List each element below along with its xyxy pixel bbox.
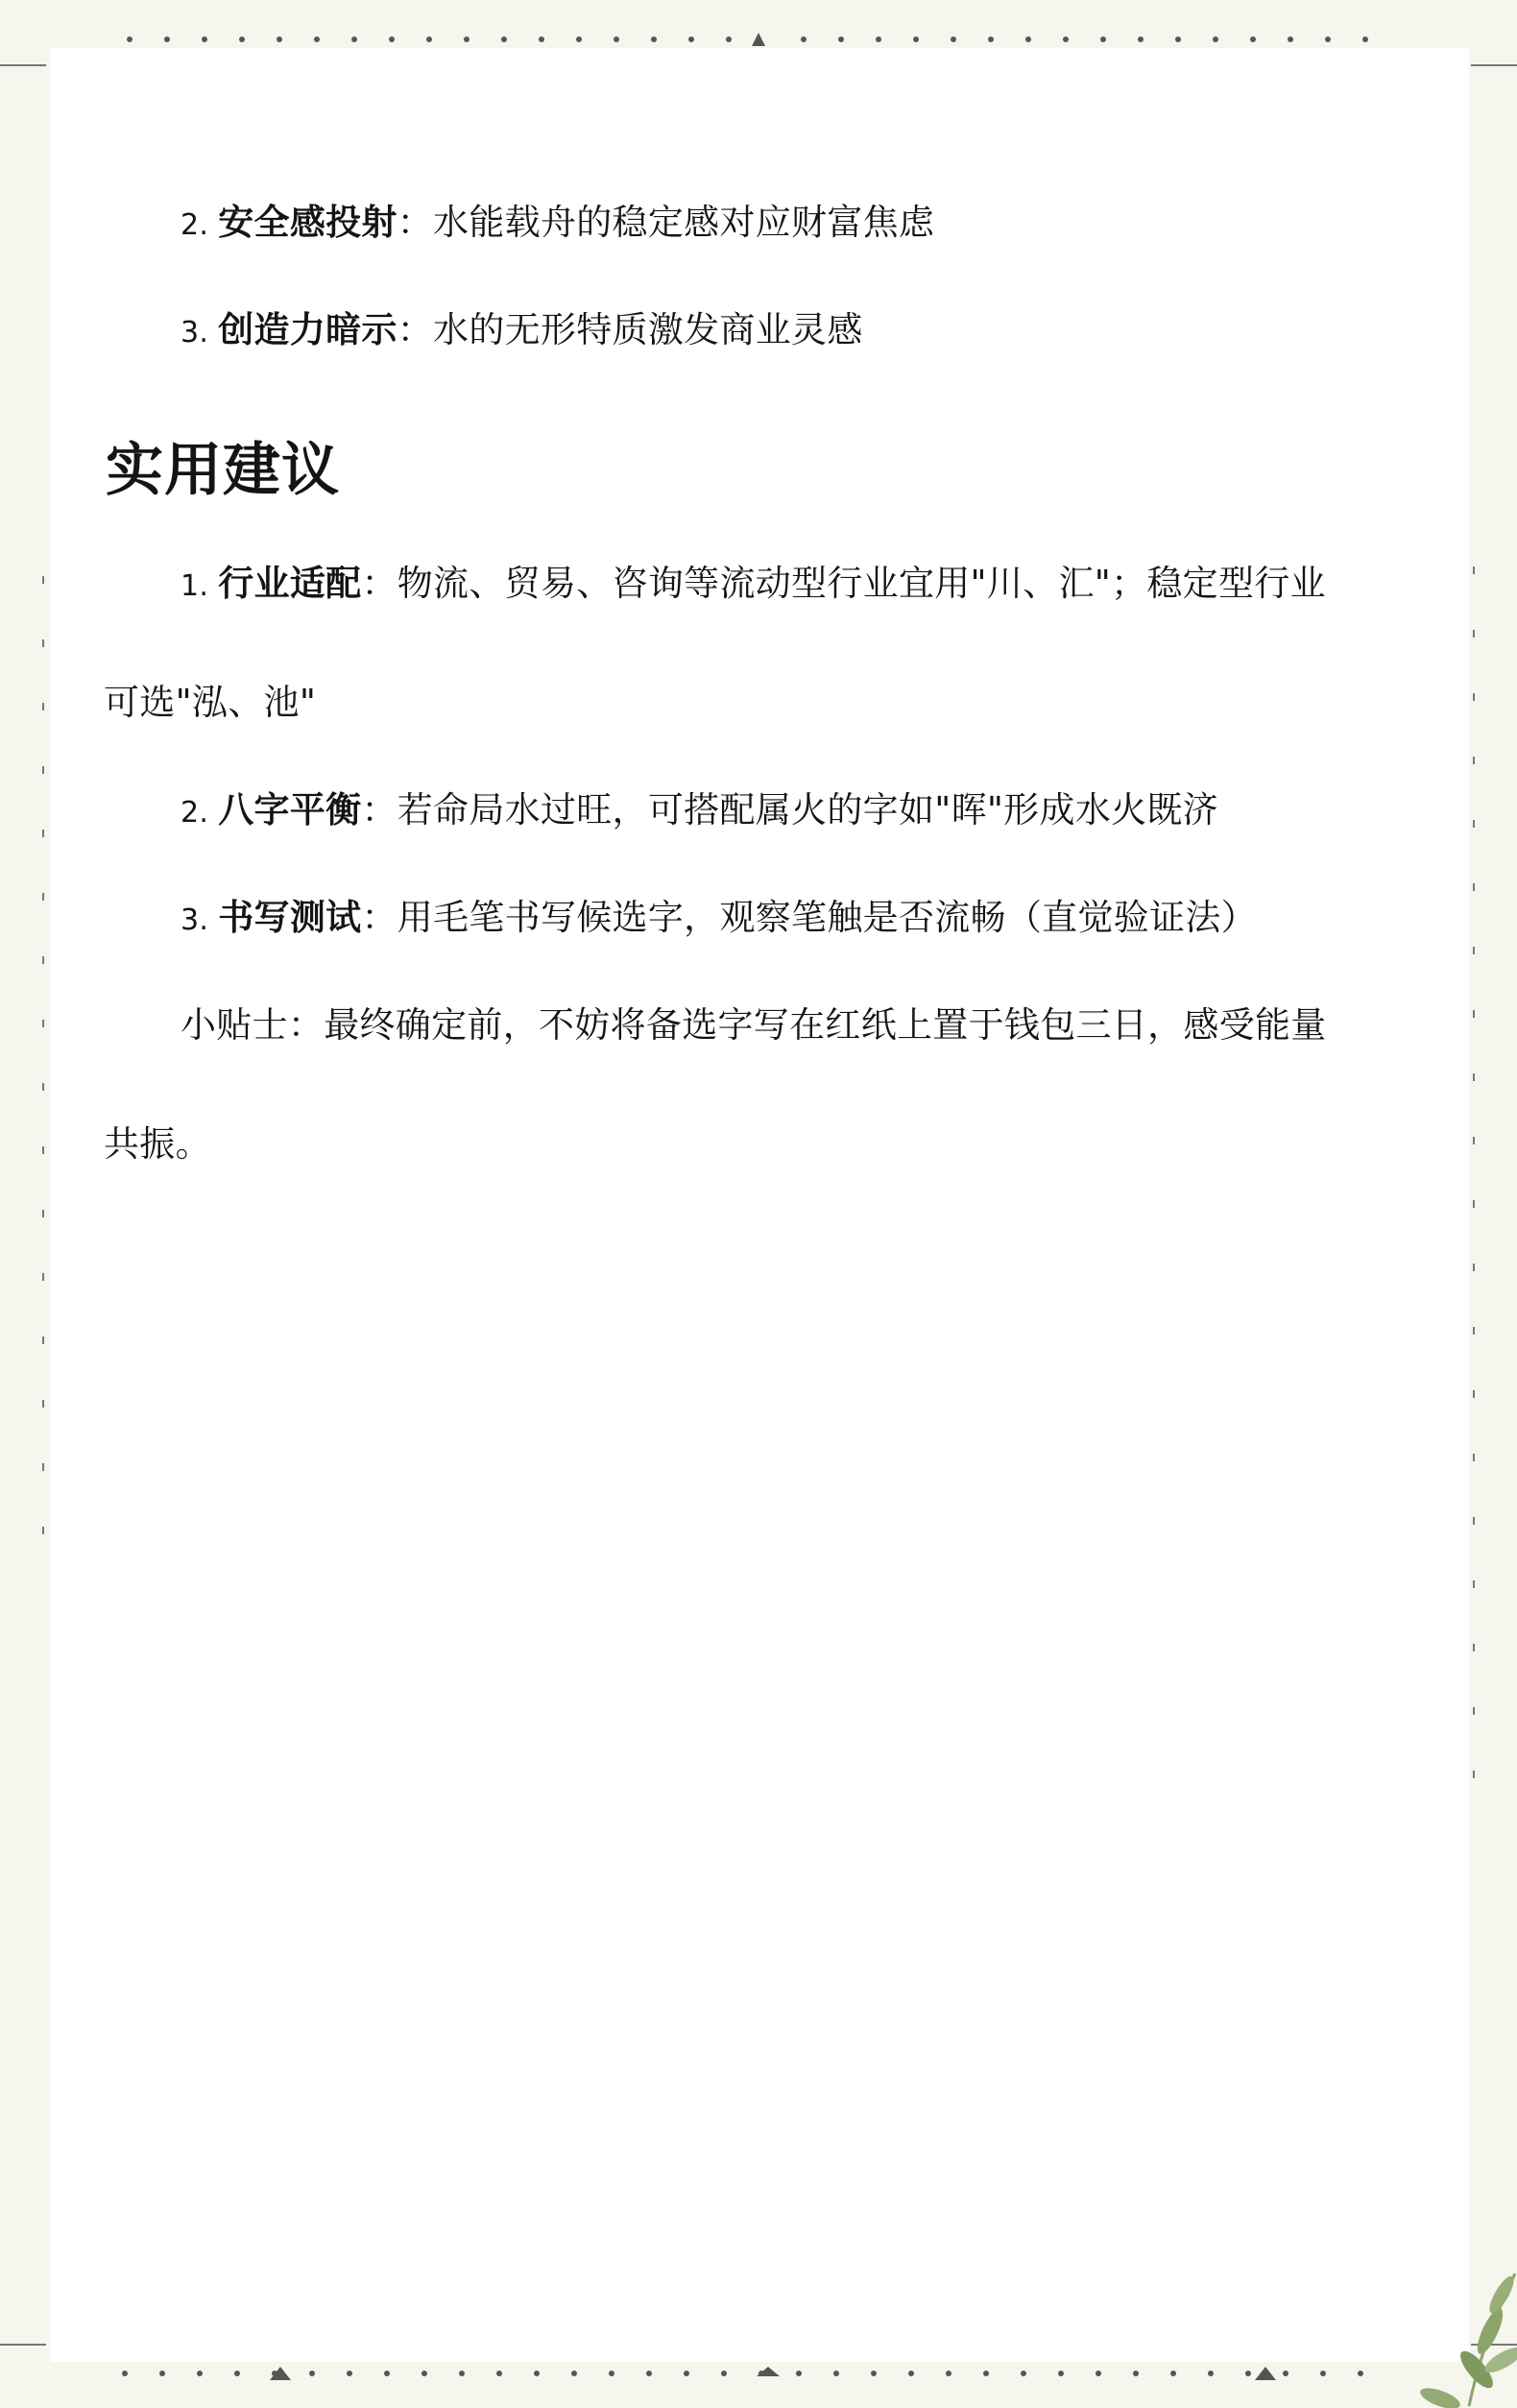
list-item	[181, 782, 1218, 842]
border-tick	[1473, 757, 1475, 764]
border-tick	[1473, 1390, 1475, 1398]
border-dot	[122, 2371, 128, 2376]
border-dot	[571, 2371, 577, 2376]
border-dot	[1208, 2371, 1214, 2376]
border-dot	[277, 36, 282, 42]
border-dot	[1288, 36, 1293, 42]
border-dot	[576, 36, 582, 42]
border-dot	[202, 36, 207, 42]
border-tick	[42, 1083, 44, 1091]
border-tick	[1473, 1580, 1475, 1588]
border-dot	[951, 36, 956, 42]
border-dot	[534, 2371, 540, 2376]
border-dot	[127, 36, 132, 42]
border-dot	[688, 36, 694, 42]
border-dot	[1025, 36, 1031, 42]
border-dot	[1133, 2371, 1139, 2376]
list-number: 2.	[181, 208, 209, 242]
border-dot	[908, 2371, 914, 2376]
border-tick	[42, 1336, 44, 1344]
border-dot	[684, 2371, 689, 2376]
border-dot	[384, 2371, 390, 2376]
border-tick	[42, 703, 44, 710]
border-tick	[42, 1527, 44, 1534]
border-dot	[314, 36, 320, 42]
border-dot	[389, 36, 395, 42]
border-tick	[42, 576, 44, 584]
border-tick	[1473, 1770, 1475, 1778]
border-tick	[42, 956, 44, 964]
border-dot	[946, 2371, 951, 2376]
border-dot	[988, 36, 994, 42]
list-separator: ：	[361, 789, 397, 831]
border-dot	[833, 2371, 839, 2376]
list-text-continuation: 可选"泓、池"	[104, 682, 317, 723]
border-tick	[42, 830, 44, 837]
border-tick	[1473, 1644, 1475, 1651]
list-term: 行业适配	[218, 563, 362, 604]
border-dot	[1320, 2371, 1326, 2376]
border-tick	[42, 1463, 44, 1471]
border-dot	[796, 2371, 802, 2376]
border-dot	[838, 36, 844, 42]
border-dot	[1021, 2371, 1026, 2376]
tip-text-continuation: 共振。	[104, 1123, 211, 1165]
border-dot	[496, 2371, 502, 2376]
border-dot	[1250, 36, 1256, 42]
list-number: 1.	[181, 569, 209, 603]
list-term: 创造力暗示	[218, 309, 397, 350]
list-item	[181, 301, 863, 362]
border-dot	[421, 2371, 427, 2376]
leaf-decoration	[1402, 2216, 1517, 2408]
border-dot	[239, 36, 245, 42]
border-tick	[42, 1020, 44, 1027]
border-tick	[42, 639, 44, 647]
list-separator: ：	[397, 309, 434, 350]
border-dot	[1175, 36, 1181, 42]
border-dot	[1138, 36, 1144, 42]
border-dot	[913, 36, 919, 42]
border-tick	[1473, 820, 1475, 828]
border-dot	[1100, 36, 1106, 42]
border-dot	[646, 2371, 652, 2376]
border-tick	[1473, 1517, 1475, 1525]
border-dot	[464, 36, 470, 42]
border-tick	[1473, 1707, 1475, 1715]
border-dot	[1245, 2371, 1251, 2376]
border-tick	[1473, 566, 1475, 574]
border-tick	[42, 766, 44, 774]
border-tick	[1473, 1137, 1475, 1144]
border-tick	[42, 1400, 44, 1408]
border-tick	[1473, 1454, 1475, 1461]
document-page	[50, 48, 1469, 2362]
list-term: 八字平衡	[218, 789, 362, 831]
border-dot	[983, 2371, 989, 2376]
border-dot	[351, 36, 357, 42]
border-tick	[1473, 630, 1475, 638]
border-dot	[651, 36, 657, 42]
border-dot	[876, 36, 881, 42]
border-dot	[539, 36, 544, 42]
list-separator: ：	[397, 202, 434, 243]
list-item	[181, 194, 934, 254]
list-text: 水能载舟的稳定感对应财富焦虑	[433, 202, 935, 243]
border-dot	[871, 2371, 877, 2376]
border-tick	[1473, 1010, 1475, 1018]
border-tick	[1473, 693, 1475, 701]
border-dot	[1096, 2371, 1101, 2376]
tip-text: 小贴士：最终确定前，不妨将备选字写在红纸上置于钱包三日，感受能量	[181, 1004, 1327, 1046]
border-dot	[159, 2371, 165, 2376]
border-tick	[1473, 1264, 1475, 1271]
border-tick	[1473, 1327, 1475, 1335]
border-dot	[164, 36, 170, 42]
list-term: 安全感投射	[218, 202, 397, 243]
section-heading: 实用建议	[106, 437, 340, 504]
border-dot	[1170, 2371, 1176, 2376]
list-text: 水的无形特质激发商业灵感	[433, 309, 863, 350]
border-dot	[1283, 2371, 1288, 2376]
list-item	[181, 889, 1257, 950]
border-dot	[801, 36, 807, 42]
list-separator: ：	[361, 563, 397, 604]
border-dot	[1058, 2371, 1064, 2376]
border-tick	[42, 893, 44, 901]
list-number: 3.	[181, 316, 209, 349]
list-text: 物流、贸易、咨询等流动型行业宜用"川、汇"；稳定型行业	[397, 563, 1326, 604]
border-dot	[1362, 36, 1368, 42]
list-separator: ：	[361, 897, 397, 938]
border-dot	[1325, 36, 1331, 42]
list-text: 用毛笔书写候选字，观察笔触是否流畅（直觉验证法）	[397, 897, 1257, 938]
border-dot	[197, 2371, 203, 2376]
border-tick	[42, 1273, 44, 1281]
border-dot	[609, 2371, 614, 2376]
border-dot	[614, 36, 619, 42]
list-text: 若命局水过旺，可搭配属火的字如"晖"形成水火既济	[397, 789, 1218, 831]
border-tick	[1473, 1200, 1475, 1208]
list-number: 3.	[181, 903, 209, 937]
border-tick	[42, 1210, 44, 1217]
border-dot	[426, 36, 432, 42]
border-dot	[309, 2371, 315, 2376]
border-tick	[42, 1146, 44, 1154]
list-item	[181, 555, 1326, 615]
border-dot	[501, 36, 507, 42]
border-dot	[721, 2371, 727, 2376]
border-dot	[459, 2371, 465, 2376]
border-tick	[1473, 1073, 1475, 1081]
border-tick	[1473, 883, 1475, 891]
border-dot	[234, 2371, 240, 2376]
list-number: 2.	[181, 796, 209, 830]
border-dot	[347, 2371, 352, 2376]
border-dot	[1358, 2371, 1363, 2376]
border-dot	[1213, 36, 1218, 42]
border-tick	[1473, 947, 1475, 954]
border-dot	[726, 36, 732, 42]
list-term: 书写测试	[218, 897, 362, 938]
border-dot	[1063, 36, 1069, 42]
